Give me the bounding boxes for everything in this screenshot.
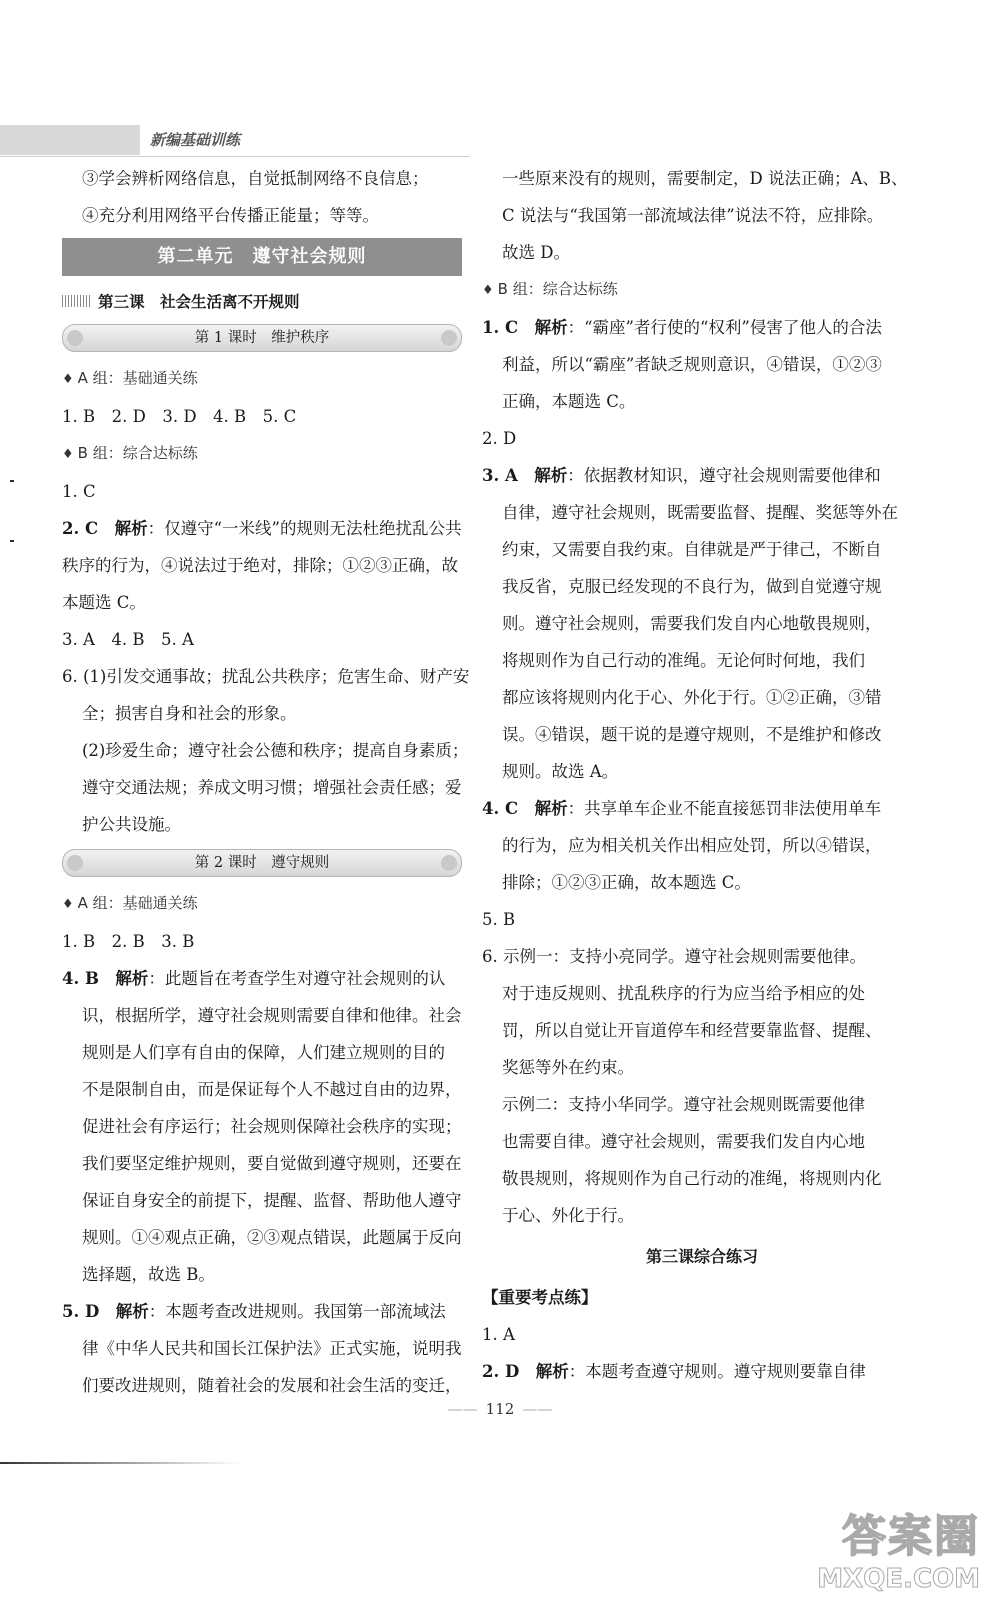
text-line: 敬畏规则，将规则作为自己行动的准绳，将规则内化 [502, 1169, 882, 1188]
bracket-heading: 【重要考点练】 [482, 1288, 598, 1307]
text-line: 我反省，克服已经发现的不良行为，做到自觉遵守规 [502, 577, 882, 596]
watermark-logo [750, 1500, 980, 1595]
text-line: 律《中华人民共和国长江保护法》正式实施，说明我 [82, 1339, 462, 1358]
text-line: 遵守交通法规；养成文明习惯；增强社会责任感；爱 [82, 778, 462, 797]
group-label: ♦ A 组：基础通关练 [62, 369, 198, 387]
period-banner: 第 1 课时 维护秩序 [62, 324, 462, 352]
answer-line: 2. C 解析：仅遵守“一米线”的规则无法杜绝扰乱公共 [62, 519, 462, 538]
answer-line: 5. B [482, 910, 516, 929]
text-line: (2)珍爱生命；遵守社会公德和秩序；提高自身素质； [82, 741, 469, 760]
stripe-decoration [62, 295, 90, 307]
text-line: 将规则作为自己行动的准绳。无论何时何地，我们 [502, 651, 865, 670]
text-line: 规则。①④观点正确，②③观点错误，此题属于反向 [82, 1228, 462, 1247]
watermark-url: MXQE.COM [817, 1564, 980, 1594]
diamond-icon: ♦ [62, 447, 74, 462]
text-line: 示例二：支持小华同学。遵守社会规则既需要他律 [502, 1095, 865, 1114]
margin-mark [10, 480, 14, 482]
footer-rule [0, 1462, 240, 1464]
text-line: 都应该将规则内化于心、外化于行。①②正确，③错 [502, 688, 882, 707]
text-line: 识，根据所学，遵守社会规则需要自律和他律。社会 [82, 1006, 462, 1025]
margin-mark [10, 540, 14, 542]
answer-line: 4. C 解析：共享单车企业不能直接惩罚非法使用单车 [482, 799, 882, 818]
text-line: ④充分利用网络平台传播正能量；等等。 [82, 206, 379, 225]
answer-line: 6. (1)引发交通事故；扰乱公共秩序；危害生命、财产安 [62, 667, 470, 686]
diamond-icon: ♦ [482, 283, 494, 298]
answer-line: 6. 示例一：支持小亮同学。遵守社会规则需要他律。 [482, 947, 866, 966]
text-line: 排除；①②③正确，故本题选 C。 [502, 873, 751, 892]
text-line: 于心、外化于行。 [502, 1206, 634, 1225]
answer-line: 5. D 解析：本题考查改进规则。我国第一部流域法 [62, 1302, 446, 1321]
text-line: 秩序的行为，④说法过于绝对，排除；①②③正确，故 [62, 556, 458, 575]
right-column [482, 160, 922, 1390]
text-line: 约束，又需要自我约束。自律就是严于律己，不断自 [502, 540, 882, 559]
text-line: 奖惩等外在约束。 [502, 1058, 634, 1077]
header-divider [0, 156, 470, 157]
text-line: 故选 D。 [502, 243, 570, 262]
unit-heading: 第二单元 遵守社会规则 [62, 238, 462, 276]
text-line: 选择题，故选 B。 [82, 1265, 215, 1284]
text-line: 的行为，应为相关机关作出相应处罚，所以④错误， [502, 836, 882, 855]
text-line: 促进社会有序运行；社会规则保障社会秩序的实现； [82, 1117, 462, 1136]
text-line: 本题选 C。 [62, 593, 146, 612]
book-title: 新编基础训练 [0, 125, 470, 155]
text-line: 也需要自律。遵守社会规则，需要我们发自内心地 [502, 1132, 865, 1151]
page-number: —— 112 —— [0, 1400, 1000, 1418]
text-line: 则。遵守社会规则，需要我们发自内心地敬畏规则， [502, 614, 882, 633]
text-line: 们要改进规则，随着社会的发展和社会生活的变迁， [82, 1376, 462, 1395]
answer-line: 2. D [482, 429, 517, 448]
text-line: 保证自身安全的前提下，提醒、监督、帮助他人遵守 [82, 1191, 462, 1210]
section-title: 第三课综合练习 [645, 1247, 758, 1266]
text-line: 对于违反规则、扰乱秩序的行为应当给予相应的处 [502, 984, 865, 1003]
lesson-heading [62, 284, 462, 318]
text-line: 正确，本题选 C。 [502, 392, 636, 411]
answer-line: 1. C [62, 482, 96, 501]
text-line: 一些原来没有的规则，需要制定，D 说法正确；A、B、 [502, 169, 908, 188]
period-banner: 第 2 课时 遵守规则 [62, 849, 462, 877]
text-line: C 说法与“我国第一部流域法律”说法不符，应排除。 [502, 206, 884, 225]
answer-line: 3. A 解析：依据教材知识，遵守社会规则需要他律和 [482, 466, 881, 485]
answer-line: 1. B 2. D 3. D 4. B 5. C [62, 407, 297, 426]
text-line: 罚，所以自觉让开盲道停车和经营要靠监督、提醒、 [502, 1021, 882, 1040]
answer-line: 4. B 解析：此题旨在考查学生对遵守社会规则的认 [62, 969, 446, 988]
text-line: 护公共设施。 [82, 815, 181, 834]
text-line: 自律，遵守社会规则，既需要监督、提醒、奖惩等外在 [502, 503, 898, 522]
text-line: 不是限制自由，而是保证每个人不越过自由的边界， [82, 1080, 462, 1099]
group-label: ♦ B 组：综合达标练 [482, 280, 618, 298]
answer-line: 1. A [482, 1325, 515, 1344]
watermark-text: 答案圈 [842, 1511, 980, 1562]
diamond-icon: ♦ [62, 897, 74, 912]
text-line: 我们要坚定维护规则，要自觉做到遵守规则，还要在 [82, 1154, 462, 1173]
text-line: 规则是人们享有自由的保障，人们建立规则的目的 [82, 1043, 445, 1062]
text-line: 规则。故选 A。 [502, 762, 619, 781]
left-column [62, 160, 470, 1404]
answer-line: 1. C 解析：“霸座”者行使的“权利”侵害了他人的合法 [482, 318, 882, 337]
lesson-title: 第三课 社会生活离不开规则 [98, 293, 300, 311]
text-line: 全；损害自身和社会的形象。 [82, 704, 297, 723]
answer-line: 1. B 2. B 3. B [62, 932, 195, 951]
group-label: ♦ B 组：综合达标练 [62, 444, 198, 462]
text-line: 误。④错误，题干说的是遵守规则，不是维护和修改 [502, 725, 882, 744]
answer-line: 2. D 解析：本题考查遵守规则。遵守规则要靠自律 [482, 1362, 866, 1381]
text-line: ③学会辨析网络信息，自觉抵制网络不良信息； [82, 169, 429, 188]
group-label: ♦ A 组：基础通关练 [62, 894, 198, 912]
diamond-icon: ♦ [62, 372, 74, 387]
answer-line: 3. A 4. B 5. A [62, 630, 194, 649]
text-line: 利益，所以“霸座”者缺乏规则意识，④错误，①②③ [502, 355, 882, 374]
